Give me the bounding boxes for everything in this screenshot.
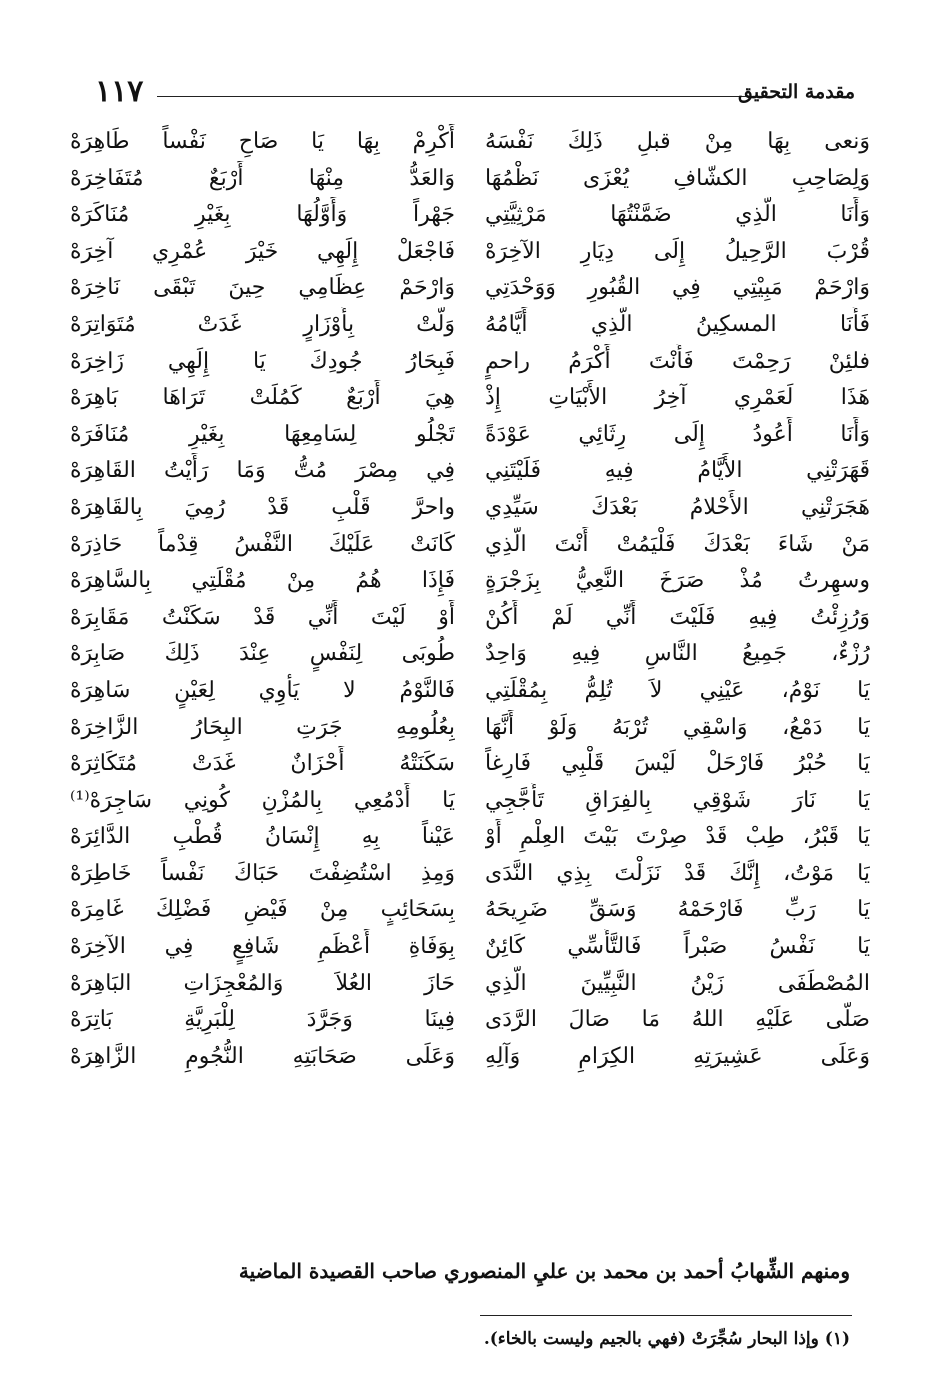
verse-hemistich: وَالعَدُّ مِنْهَا أَرْبَعٌ مُتَفَاخِرَهْ xyxy=(70,165,455,191)
verse-hemistich: رُزْءٌ، جَمِيعُ النَّاسِ فِيهِ وَاحِدٌ xyxy=(485,641,870,667)
verse-hemistich: وَلَّتْ بِأَوْزَارٍ غَدَتْ مُتَوَاتِرَهْ xyxy=(70,311,455,337)
verse-hemistich: هَجَرَتْنِي الأَحْلامُ بَعْدَكَ سَيِّدِي xyxy=(485,494,870,520)
poem-verses xyxy=(70,124,870,1242)
verse-hemistich: يَا رَبِّ فَارْحَمْهُ وَسَقِّ ضَرِيحَهُ xyxy=(485,897,870,923)
verse-hemistich: يَا نَارَ شَوْقِي بِالفِرَاقِ تَأَجَّجِي xyxy=(485,787,870,813)
verse-hemistich: وسهِرتُ مُذْ صَرَخَ النَّعِيُّ بِزَجْرَةٍ xyxy=(485,568,870,594)
verse-hemistich: عَيْناً بِهِ إِنْسَانُ قُطْبِ الدَّائِرَهْ xyxy=(70,824,455,850)
footnote-rule xyxy=(480,1315,852,1316)
verse-hemistich: قُرْبَ الرَّحِيلُ إِلَى دِيَارِ الآخِرَهْ xyxy=(485,238,870,264)
verse-hemistich: وَنعى بِهَا مِنْ قبلِ ذَلِكَ نَفْسَهُ xyxy=(485,129,870,154)
verse-hemistich: قَهَرَتْنِي الأَيَّامُ فِيهِ فَلَيْتَنِي xyxy=(485,458,870,484)
verse-hemistich: وَعَلَى صَحَابَتِهِ النُّجُومِ الزَّاهِرَهْ xyxy=(70,1043,455,1069)
poem-left-column xyxy=(70,124,455,1075)
verse-hemistich: فلئِنْ رَحِمْتَ فَأَنْتَ أَكْرَمُ راحمٍ xyxy=(485,348,870,374)
verse-hemistich: فَأَنَا المسكِينُ الَّذِي أَيَّامُهُ xyxy=(485,311,870,337)
verse-hemistich: أَكْرِمْ بِهَا يَا صَاحِ نَفْساً طَاهِرَهْ xyxy=(70,129,455,154)
verse-hemistich: فَبِحَارُ جُودِكَ يَا إِلَهِي زَاخِرَهْ xyxy=(70,348,455,374)
page-number: ١١٧ xyxy=(95,74,144,109)
verse-hemistich: وَارْحَمْ مَبِيْتِي فِي القُبُورِ وَوَحْدَتِي xyxy=(485,275,870,301)
verse-hemistich: وَارْحَمْ عِظَامِي حِينَ تَبْقَى نَاخِرَهْ xyxy=(70,275,455,301)
verse-hemistich: مَنْ شَاءَ بَعْدَكَ فَلْيَمُتْ أَنْتَ الَّذِي xyxy=(485,531,870,557)
verse-hemistich: سَكَنَتْهُ أَحْزَانٌ غَدَتْ مُتَكَاثِرَهْ xyxy=(70,751,455,777)
verse-hemistich: كَانَتْ عَلَيْكَ النَّفْسُ قِدْماً حَاذِرَهْ xyxy=(70,531,455,557)
verse-hemistich: تَجْلُو لِسَامِعِهَا بِغَيْرِ مُنَافَرَهْ xyxy=(70,421,455,447)
poem-right-column xyxy=(485,124,870,1075)
verse-hemistich: وَرُزِئْتُ فِيهِ فَلَيْتَ أَنِّي لَمْ أَكُنْ xyxy=(485,604,870,630)
header-rule xyxy=(157,96,750,97)
verse-hemistich: فِي مِصْرَ مُتُّ وَمَا رَأَيْتُ القَاهِرَهْ xyxy=(70,458,455,484)
verse-hemistich: فَاجْعَلْ إِلَهِي خَيْرَ عُمْرِي آخِرَهْ xyxy=(70,238,455,264)
verse-hemistich: وَلِصَاحِبِ الكشّافِ يُعْزَى نَظْمُهَا xyxy=(485,165,870,191)
verse-hemistich: يَا نَوْمُ، عَيْنِي لاَ تُلِمُّ بِمُقْلَتِي xyxy=(485,677,870,703)
verse-hemistich: وَأَنَا الَّذِي ضَمَّنْتُهَا مَرْثِيَّتِي xyxy=(485,202,870,228)
verse-hemistich: بِوَفَاةِ أَعْظَمِ شَافِعٍ فِي الآخِرَهْ xyxy=(70,934,455,960)
verse-hemistich: هِيَ أَرْبَعٌ كَمُلَتْ تَرَاهَا بَاهِرَهْ xyxy=(70,385,455,411)
verse-hemistich: صَلَّى عَلَيْهِ اللهُ مَا صَالَ الرَّدَى xyxy=(485,1007,870,1033)
verse-hemistich: يَا حُبْرُ فَارْحَلْ لَيْسَ قَلْبِي فَارِغاً xyxy=(485,751,870,777)
verse-hemistich: يَا مَوْتُ، إِنَّكَ قَدْ نَزَلْتَ بِذِي النَّدَى xyxy=(485,860,870,886)
page-header xyxy=(95,72,855,112)
verse-hemistich: بِسَحَائِبٍ مِنْ فَيْضِ فَضْلِكَ غَامِرَهْ xyxy=(70,897,455,923)
verse-hemistich: هَذَا لَعَمْرِي آخِرُ الأَبْيَاتِ إِذْ xyxy=(485,385,870,411)
verse-hemistich: وَعَلَى عَشِيرَتِهِ الكِرَامِ وَآلِهِ xyxy=(485,1043,870,1069)
running-title: مقدمة التحقيق xyxy=(738,81,855,103)
verse-hemistich: واحرَّ قَلْبِ قَدْ رُمِيَ بِالقَاهِرَهْ xyxy=(70,494,455,520)
verse-hemistich: يَا قَبْرُ، طِبْ قَدْ صِرْتَ بَيْتَ العِلْمِ أَوْ xyxy=(485,824,870,850)
verse-hemistich: حَازَ العُلاَ وَالمُعْجِزَاتِ البَاهِرَهْ xyxy=(70,970,455,996)
verse-hemistich: يَا نَفْسُ صَبْراً فَالتَّأَسِّي كَائِنٌ xyxy=(485,934,870,960)
footnote: (١) وإذا البحار سُجِّرَتْ (فهي بالجيم وليست بالخاء). xyxy=(483,1329,850,1349)
verse-hemistich: طُوبَى لِنَفْسٍ عِنْدَ ذَلِكَ صَابِرَهْ xyxy=(70,641,455,667)
biography-line: ومنهم الشِّهابُ أحمد بن محمد بن عليِ المنصوري صاحب القصيدة الماضية xyxy=(238,1259,850,1283)
verse-hemistich: يَا أَدْمُعِي بِالمُزْنِ كُونِي سَاجِرَهْ⁽¹⁾ xyxy=(70,787,455,813)
verse-hemistich: أَوْ لَيْتَ أَنِّي قَدْ سَكَنْتُ مَقَابِرَهْ xyxy=(70,604,455,630)
verse-hemistich: فَالنَّوْمُ لا يَأْوِي لِعَيْنٍ سَاهِرَهْ xyxy=(70,677,455,703)
verse-hemistich: يَا دَمْعُ، وَاسْقِي تُرْبَهُ وَلَوْ أَنَّهَا xyxy=(485,714,870,740)
verse-hemistich: بِعُلُومِهِ جَرَتِ البِحَارُ الزَّاخِرَهْ xyxy=(70,714,455,740)
verse-hemistich: وَأَنَا أَعُودُ إِلَى رِثَائِي عَوْدَةً xyxy=(485,421,870,447)
verse-hemistich: المُصْطَفَى زَيْنُ النَّبِيِّينَ الَّذِي xyxy=(485,970,870,996)
verse-hemistich: جَهْراً وَأَوَّلُهَا بِغَيْرِ مُنَاكَرَهْ xyxy=(70,202,455,228)
verse-hemistich: فِينَا وَجَرَّدَ لِلْبَرِيَّةِ بَاتِرَهْ xyxy=(70,1007,455,1033)
verse-hemistich: وَمِذِ اسْتُضِفْتَ حَبَاكَ نَفْساً خَاطِرَهْ xyxy=(70,860,455,886)
verse-hemistich: فَإِذَا هُمُ مِنْ مُقْلَتِي بِالسَّاهِرَهْ xyxy=(70,568,455,594)
